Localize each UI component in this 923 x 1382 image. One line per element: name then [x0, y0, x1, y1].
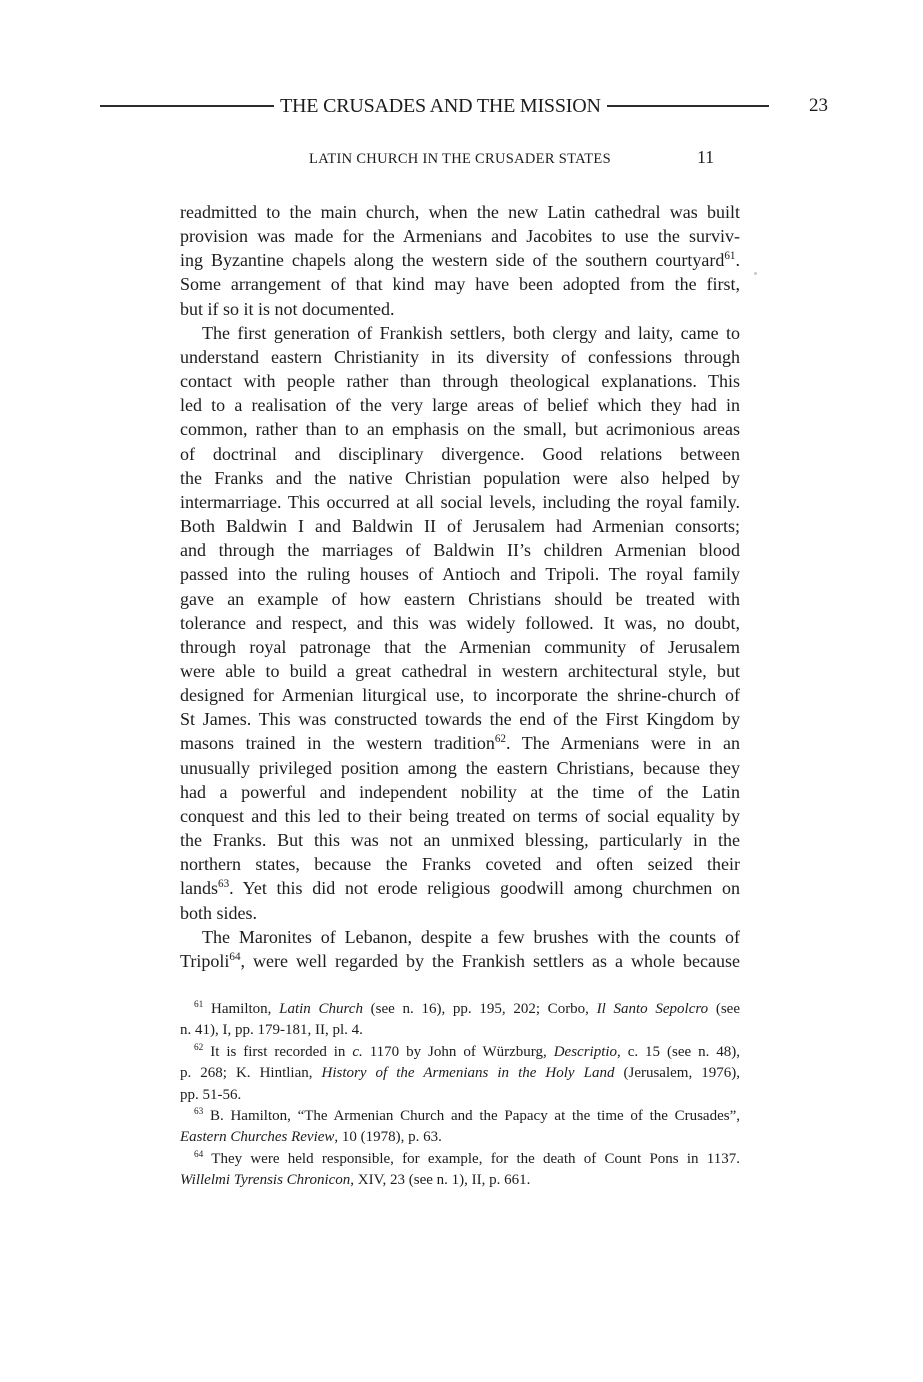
text-line: Tripoli$^{64}$, were well regarded by the Frankish settlers as a whole because — [180, 950, 740, 971]
paragraph-3 — [180, 925, 740, 973]
text-line: understand eastern Christianity in its diversity of confessions through — [180, 346, 740, 367]
footnote-63 — [180, 1106, 740, 1149]
text-line: but if so it is not documented. — [180, 298, 395, 319]
text-line: readmitted to the main church, when the new Latin cathedral was built — [180, 202, 740, 222]
text-line: both sides. — [180, 902, 258, 923]
text-line: northern states, because the Franks coveted and often seized their — [180, 854, 740, 875]
text-line: p. 268; K. Hintlian, History of the Armenians in the Holy Land (Jerusalem, 1976), — [180, 1065, 740, 1082]
footnote-62 — [180, 1042, 740, 1106]
footnote-marker: 64 — [194, 1149, 204, 1160]
text-line: common, rather than to an emphasis on the small, but acrimonious areas — [180, 419, 740, 440]
text-line: the Franks. But this was not an unmixed blessing, particularly in the — [180, 830, 740, 851]
chapter-page-number: 11 — [697, 147, 714, 167]
footnote-64 — [180, 1149, 740, 1192]
running-header-title: THE CRUSADES AND THE MISSION — [280, 94, 601, 117]
text-line: designed for Armenian liturgical use, to incorporate the shrine-church of — [180, 685, 740, 706]
footnote-marker: 62 — [194, 1042, 204, 1053]
scan-speck — [754, 272, 757, 275]
text-line: passed into the ruling houses of Antioch and Tripoli. The royal family — [180, 564, 740, 585]
text-line: gave an example of how eastern Christians should be treated with — [180, 588, 740, 609]
footnotes — [180, 999, 740, 1192]
chapter-header-title: LATIN CHURCH IN THE CRUSADER STATES — [309, 151, 611, 167]
text-line: unusually privileged position among the eastern Christians, because they — [180, 757, 740, 778]
footnote-marker: 63 — [194, 1107, 204, 1118]
header-rule-right — [607, 105, 769, 107]
footnote-marker: 62 — [494, 733, 506, 746]
text-line: contact with people rather than through theological explanations. This — [180, 371, 740, 392]
text-line: Willelmi Tyrensis Chronicon, XIV, 23 (see n. 1), II, p. 661. — [180, 1172, 531, 1189]
text-line: Some arrangement of that kind may have been adopted from the first, — [180, 274, 740, 295]
text-line: of doctrinal and disciplinary divergence. Good relations between — [180, 443, 740, 464]
paragraph-2 — [180, 321, 740, 925]
text-line: pp. 51-56. — [180, 1086, 242, 1103]
chapter-header — [180, 147, 740, 168]
text-line: and through the marriages of Baldwin II’s children Armenian blood — [180, 540, 740, 561]
text-line: intermarriage. This occurred at all social levels, including the royal family. — [180, 491, 740, 512]
text-line: conquest and this led to their being treated on terms of social equality by — [180, 805, 740, 826]
running-page-number: 23 — [809, 95, 828, 116]
text-line: tolerance and respect, and this was widely followed. It was, no doubt, — [180, 612, 740, 633]
paragraph-1 — [180, 200, 740, 321]
footnote-marker: 64 — [229, 950, 241, 963]
body-text — [180, 200, 740, 973]
text-line: had a powerful and independent nobility at the time of the Latin — [180, 781, 740, 802]
text-line: $^{61}$ Hamilton, Latin Church (see n. 16), pp. 195, 202; Corbo, Il Santo Sepolcro (see — [194, 1000, 740, 1017]
text-line: were able to build a great cathedral in western architectural style, but — [180, 660, 740, 681]
text-line: led to a realisation of the very large areas of belief which they had in — [180, 395, 740, 416]
text-line: provision was made for the Armenians and Jacobites to use the surviv- — [180, 226, 740, 247]
header-rule-left — [100, 105, 274, 107]
text-line: The first generation of Frankish settlers, both clergy and laity, came to — [202, 322, 740, 343]
text-line: lands$^{63}$. Yet this did not erode religious goodwill among churchmen on — [180, 878, 740, 899]
text-line: through royal patronage that the Armenian community of Jerusalem — [180, 636, 740, 657]
text-line: masons trained in the western tradition$^{62}$. The Armenians were in an — [180, 733, 741, 754]
text-line: The Maronites of Lebanon, despite a few brushes with the counts of — [202, 926, 740, 947]
text-line: $^{63}$ B. Hamilton, “The Armenian Church and the Papacy at the time of the Crusades”, — [194, 1107, 740, 1125]
footnote-marker: 61 — [724, 250, 736, 263]
text-line: Both Baldwin I and Baldwin II of Jerusalem had Armenian consorts; — [180, 516, 740, 537]
text-line: ing Byzantine chapels along the western side of the southern courtyard$^{61}$. — [180, 250, 740, 271]
footnote-61 — [180, 999, 740, 1042]
footnote-marker: 63 — [218, 878, 230, 891]
text-line: the Franks and the native Christian population were also helped by — [180, 467, 740, 488]
text-line: $^{64}$ They were held responsible, for example, for the death of Count Pons in 1137. — [194, 1149, 740, 1167]
running-header — [100, 94, 828, 118]
text-line: n. 41), I, pp. 179-181, II, pl. 4. — [180, 1022, 363, 1039]
text-line: St James. This was constructed towards the end of the First Kingdom by — [180, 709, 740, 730]
footnote-marker: 61 — [194, 1000, 204, 1010]
text-line: Eastern Churches Review, 10 (1978), p. 63. — [180, 1129, 442, 1146]
text-line: $^{62}$ It is first recorded in c. 1170 by John of Würzburg, Descriptio, c. 15 (see n. 48), — [194, 1042, 741, 1060]
